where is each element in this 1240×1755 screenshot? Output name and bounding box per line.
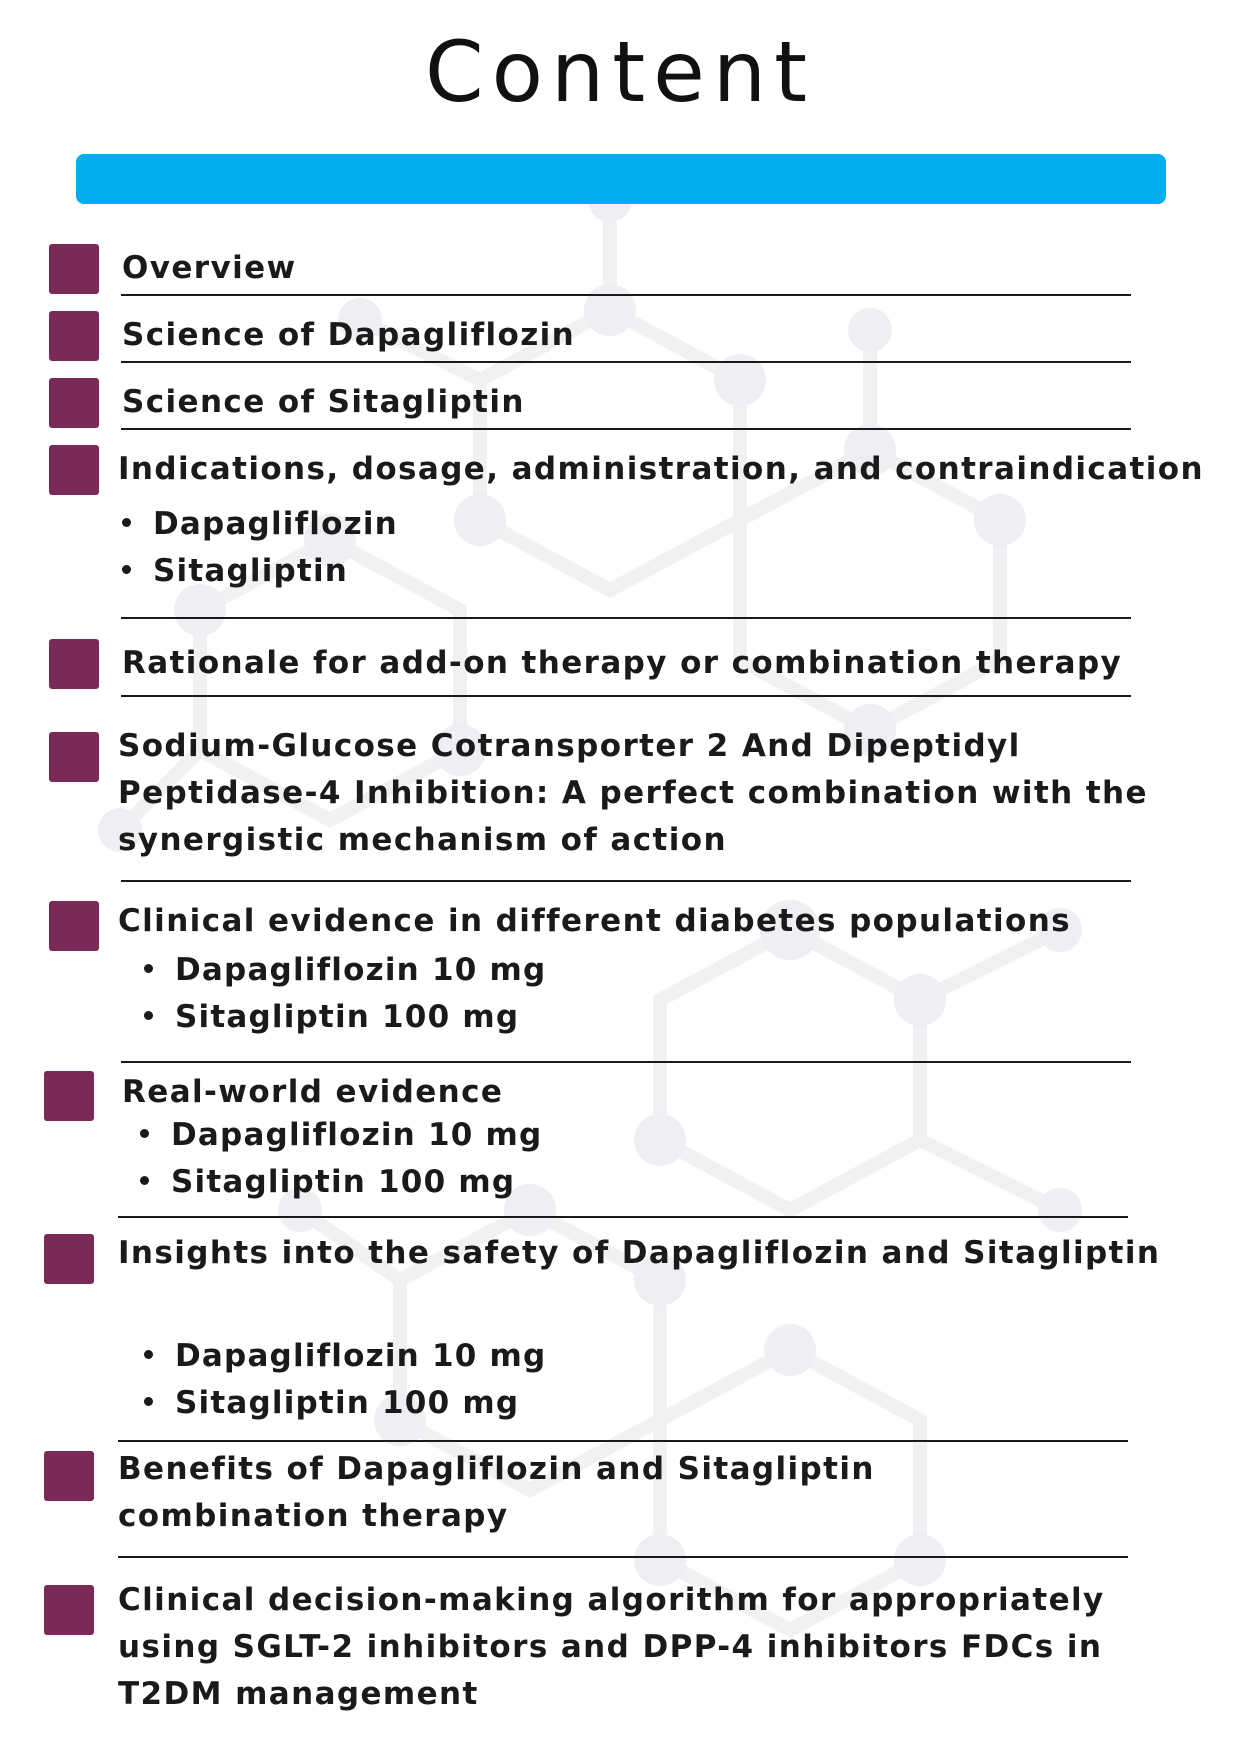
divider-line xyxy=(118,1440,1128,1442)
page-title: Content xyxy=(424,23,816,121)
toc-marker-square xyxy=(49,901,99,951)
toc-subitem-label: Dapagliflozin xyxy=(153,506,398,542)
bullet-icon xyxy=(122,518,131,527)
divider-line xyxy=(121,294,1131,296)
divider-line xyxy=(121,428,1131,430)
toc-subitem xyxy=(122,548,348,595)
toc-subitem xyxy=(144,994,519,1041)
divider-line xyxy=(121,880,1131,882)
toc-heading: Clinical evidence in different diabetes populations xyxy=(118,903,1072,939)
toc-marker-square xyxy=(44,1585,94,1635)
toc-marker-square xyxy=(49,445,99,495)
bullet-icon xyxy=(140,1129,149,1138)
divider-line xyxy=(121,695,1131,697)
toc-heading: Real-world evidence xyxy=(122,1074,504,1110)
toc-heading: Sodium-Glucose Cotransporter 2 And Dipeptidyl Peptidase-4 Inhibition: A perfect combination with the synergistic mechanism of action xyxy=(118,728,1148,858)
toc-heading: Science of Dapagliflozin xyxy=(122,317,576,353)
toc-heading: Indications, dosage, administration, and contraindication xyxy=(118,451,1204,487)
toc-subitem-label: Dapagliflozin 10 mg xyxy=(171,1117,543,1153)
bullet-icon xyxy=(144,1350,153,1359)
toc-subitem xyxy=(144,1380,519,1427)
toc-marker-square xyxy=(44,1451,94,1501)
toc-subitem-label: Sitagliptin 100 mg xyxy=(175,1385,520,1421)
toc-subitem xyxy=(140,1159,515,1206)
toc-heading: Rationale for add-on therapy or combination therapy xyxy=(122,645,1123,681)
bullet-icon xyxy=(144,1011,153,1020)
divider-line xyxy=(121,1061,1131,1063)
toc-marker-square xyxy=(44,1071,94,1121)
toc-marker-square xyxy=(49,378,99,428)
toc-subitem-label: Sitagliptin xyxy=(153,553,349,589)
toc-subitem xyxy=(144,947,546,994)
toc-marker-square xyxy=(44,1234,94,1284)
divider-line xyxy=(118,1216,1128,1218)
toc-subitem-label: Sitagliptin 100 mg xyxy=(171,1164,516,1200)
divider-line xyxy=(118,1556,1128,1558)
bullet-icon xyxy=(122,565,131,574)
toc-marker-square xyxy=(49,639,99,689)
toc-heading: Overview xyxy=(122,250,297,286)
toc-subitem xyxy=(140,1112,542,1159)
toc-marker-square xyxy=(49,311,99,361)
bullet-icon xyxy=(140,1176,149,1185)
toc-subitem xyxy=(144,1333,546,1380)
toc-heading: Clinical decision-making algorithm for appropriately using SGLT-2 inhibitors and DPP-4 inhibitors FDCs in T2DM management xyxy=(118,1582,1105,1712)
divider-line xyxy=(121,617,1131,619)
toc-subitem-label: Dapagliflozin 10 mg xyxy=(175,952,547,988)
divider-line xyxy=(121,361,1131,363)
toc-marker-square xyxy=(49,244,99,294)
bullet-icon xyxy=(144,964,153,973)
toc-subitem xyxy=(122,501,398,548)
toc-heading: Science of Sitagliptin xyxy=(122,384,525,420)
toc-marker-square xyxy=(49,732,99,782)
toc-subitem-label: Sitagliptin 100 mg xyxy=(175,999,520,1035)
title-banner xyxy=(76,154,1166,204)
toc-subitem-label: Dapagliflozin 10 mg xyxy=(175,1338,547,1374)
bullet-icon xyxy=(144,1397,153,1406)
toc-heading: Insights into the safety of Dapagliflozin and Sitagliptin xyxy=(118,1235,1161,1271)
toc-heading: Benefits of Dapagliflozin and Sitagliptin combination therapy xyxy=(118,1451,875,1534)
